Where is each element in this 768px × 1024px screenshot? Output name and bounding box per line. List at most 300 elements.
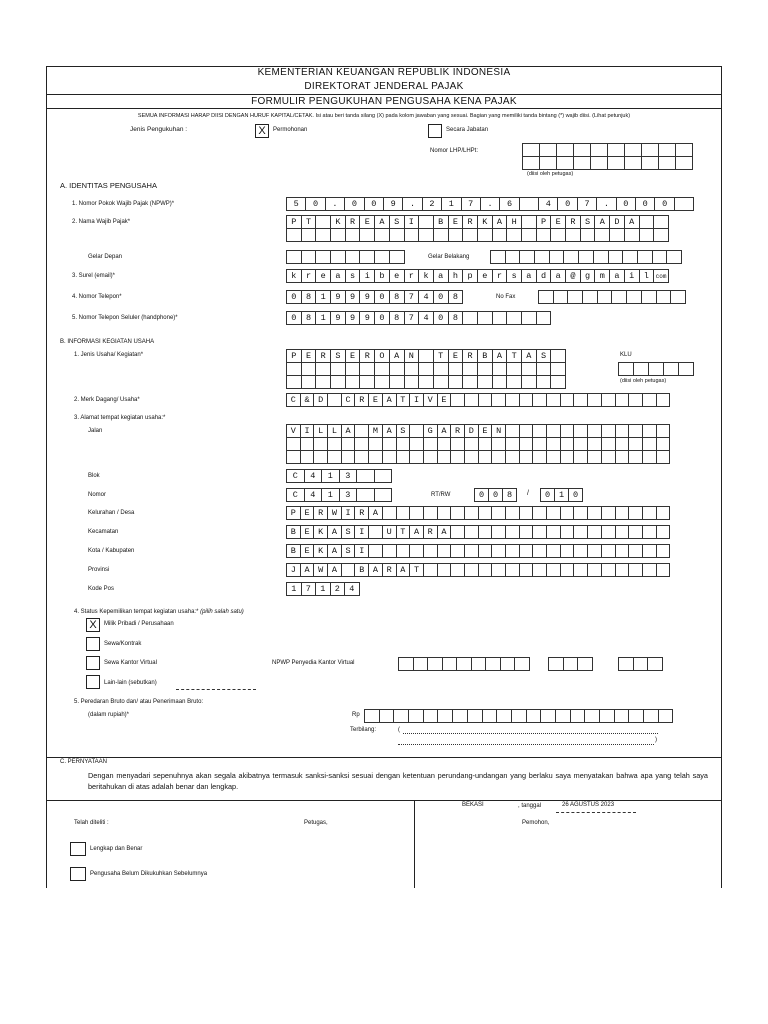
kelurahan-input-cell[interactable]	[478, 506, 493, 520]
jenis-usaha-row1[interactable]	[286, 349, 566, 363]
jalan-row1-cell[interactable]	[587, 424, 602, 438]
merk-input-cell[interactable]	[615, 393, 630, 407]
jenis-usaha-row3-cell[interactable]	[359, 375, 375, 389]
npwp-input-cell[interactable]: 0	[364, 197, 384, 211]
nama-input-row1-cell[interactable]: S	[580, 215, 596, 229]
permohonan-checkbox[interactable]: X	[255, 124, 269, 138]
sewa-kontrak-checkbox[interactable]	[86, 637, 100, 651]
kecamatan-input-cell[interactable]	[656, 525, 671, 539]
jenis-usaha-row3-cell[interactable]	[536, 375, 552, 389]
merk-input-cell[interactable]: C	[286, 393, 301, 407]
npwp-virtual-input-a-cell[interactable]	[398, 657, 414, 671]
blok-input-cell[interactable]: C	[286, 469, 305, 483]
jalan-row3-cell[interactable]	[642, 450, 657, 464]
nama-input-row2-cell[interactable]	[477, 228, 493, 242]
nama-input-row2-cell[interactable]	[565, 228, 581, 242]
gelar-belakang-input-cell[interactable]	[490, 250, 506, 264]
kota-input-cell[interactable]	[437, 544, 452, 558]
merk-input-cell[interactable]: A	[382, 393, 397, 407]
merk-input-cell[interactable]	[587, 393, 602, 407]
kode-pos-input[interactable]	[286, 582, 360, 596]
kelurahan-input-cell[interactable]	[532, 506, 547, 520]
jalan-row2-cell[interactable]	[573, 437, 588, 451]
kota-input-cell[interactable]	[519, 544, 534, 558]
jalan-row1-cell[interactable]	[505, 424, 520, 438]
rw-input-cell[interactable]: 0	[568, 488, 583, 502]
gelar-belakang-input-cell[interactable]	[505, 250, 521, 264]
jalan-row2-cell[interactable]	[587, 437, 602, 451]
nama-input-row1-cell[interactable]	[639, 215, 655, 229]
blok-input-cell[interactable]	[356, 469, 375, 483]
kecamatan-input-cell[interactable]: E	[300, 525, 315, 539]
handphone-input-cell[interactable]: 4	[418, 311, 434, 325]
merk-input-cell[interactable]	[464, 393, 479, 407]
jenis-usaha-row3-cell[interactable]	[477, 375, 493, 389]
kota-input-cell[interactable]	[491, 544, 506, 558]
jenis-usaha-row1-cell[interactable]: E	[448, 349, 464, 363]
kelurahan-input-cell[interactable]	[587, 506, 602, 520]
jalan-row2-cell[interactable]	[642, 437, 657, 451]
merk-input-cell[interactable]: E	[368, 393, 383, 407]
kelurahan-input-cell[interactable]	[491, 506, 506, 520]
gelar-belakang-input-cell[interactable]	[519, 250, 535, 264]
npwp-input-cell[interactable]: 0	[616, 197, 636, 211]
jenis-usaha-row3-cell[interactable]	[374, 375, 390, 389]
nama-input-row1-cell[interactable]: A	[492, 215, 508, 229]
jenis-usaha-row2-cell[interactable]	[345, 362, 361, 376]
nama-input-row1-cell[interactable]: P	[536, 215, 552, 229]
npwp-virtual-input-c[interactable]	[618, 657, 663, 671]
nama-input-row2-cell[interactable]	[433, 228, 449, 242]
provinsi-input-cell[interactable]	[587, 563, 602, 577]
kota-input-cell[interactable]	[368, 544, 383, 558]
email-input-cell[interactable]: r	[301, 269, 317, 283]
jalan-row3-cell[interactable]	[464, 450, 479, 464]
rt-input-cell[interactable]: 8	[502, 488, 517, 502]
provinsi-input-cell[interactable]	[601, 563, 616, 577]
provinsi-input-cell[interactable]: A	[300, 563, 315, 577]
jalan-row3-cell[interactable]	[300, 450, 315, 464]
provinsi-input-cell[interactable]	[464, 563, 479, 577]
provinsi-input-cell[interactable]: A	[368, 563, 383, 577]
fax-input-cell[interactable]	[656, 290, 672, 304]
jalan-row3-cell[interactable]	[587, 450, 602, 464]
kecamatan-input-cell[interactable]: U	[382, 525, 397, 539]
jenis-usaha-row3-cell[interactable]	[301, 375, 317, 389]
kecamatan-input-cell[interactable]	[532, 525, 547, 539]
kota-input-cell[interactable]	[505, 544, 520, 558]
kota-input-cell[interactable]	[478, 544, 493, 558]
provinsi-input[interactable]	[286, 563, 670, 577]
fax-input-cell[interactable]	[597, 290, 613, 304]
fax-input-cell[interactable]	[670, 290, 686, 304]
fax-input[interactable]	[538, 290, 686, 304]
lain-lain-line[interactable]	[176, 689, 256, 690]
jenis-usaha-row1-cell[interactable]: R	[359, 349, 375, 363]
jalan-row2-cell[interactable]	[396, 437, 411, 451]
npwp-virtual-input-a-cell[interactable]	[427, 657, 443, 671]
fax-input-cell[interactable]	[553, 290, 569, 304]
email-input-cell[interactable]: m	[594, 269, 610, 283]
email-input-cell[interactable]: a	[330, 269, 346, 283]
jalan-row1-cell[interactable]	[601, 424, 616, 438]
kota-input-cell[interactable]	[615, 544, 630, 558]
fax-input-cell[interactable]	[626, 290, 642, 304]
jalan-row1-cell[interactable]	[519, 424, 534, 438]
jenis-usaha-row1-cell[interactable]: R	[462, 349, 478, 363]
jalan-row1-cell[interactable]	[354, 424, 369, 438]
email-input-cell[interactable]: a	[550, 269, 566, 283]
nama-input-row1-cell[interactable]: K	[330, 215, 346, 229]
gelar-belakang-input-cell[interactable]	[593, 250, 609, 264]
kelurahan-input-cell[interactable]: R	[313, 506, 328, 520]
nama-input-row1-cell[interactable]: R	[345, 215, 361, 229]
provinsi-input-cell[interactable]	[642, 563, 657, 577]
nama-input-row1-cell[interactable]: D	[609, 215, 625, 229]
jalan-row3-cell[interactable]	[396, 450, 411, 464]
email-input-cell[interactable]: g	[580, 269, 596, 283]
nomor-input-cell[interactable]: 3	[339, 488, 358, 502]
kelurahan-input-cell[interactable]	[464, 506, 479, 520]
email-input-cell[interactable]: a	[609, 269, 625, 283]
bruto-input-cell[interactable]	[599, 709, 615, 723]
jalan-row3-cell[interactable]	[341, 450, 356, 464]
kota-input-cell[interactable]: E	[300, 544, 315, 558]
bruto-input-cell[interactable]	[614, 709, 630, 723]
nama-input-row2-cell[interactable]	[506, 228, 522, 242]
provinsi-input-cell[interactable]	[478, 563, 493, 577]
provinsi-input-cell[interactable]	[546, 563, 561, 577]
nama-input-row1-cell[interactable]: A	[374, 215, 390, 229]
npwp-virtual-input-a-cell[interactable]	[442, 657, 458, 671]
email-input-cell[interactable]: r	[404, 269, 420, 283]
kelurahan-input-cell[interactable]: R	[354, 506, 369, 520]
provinsi-input-cell[interactable]: A	[396, 563, 411, 577]
kecamatan-input-cell[interactable]	[478, 525, 493, 539]
kelurahan-input-cell[interactable]	[615, 506, 630, 520]
kecamatan-input-cell[interactable]: A	[409, 525, 424, 539]
jalan-row1-cell[interactable]: L	[313, 424, 328, 438]
nama-input-row2-cell[interactable]	[462, 228, 478, 242]
merk-input-cell[interactable]	[505, 393, 520, 407]
jalan-row3-cell[interactable]	[560, 450, 575, 464]
jalan-row1-cell[interactable]	[546, 424, 561, 438]
handphone-input-cell[interactable]: 1	[315, 311, 331, 325]
provinsi-input-cell[interactable]	[656, 563, 671, 577]
nama-input-row2-cell[interactable]	[639, 228, 655, 242]
kota-input-cell[interactable]	[396, 544, 411, 558]
npwp-input-cell[interactable]: .	[402, 197, 422, 211]
jenis-usaha-row3-cell[interactable]	[286, 375, 302, 389]
npwp-virtual-input-a-cell[interactable]	[500, 657, 516, 671]
jenis-usaha-row1-cell[interactable]: E	[345, 349, 361, 363]
kota-input-cell[interactable]	[464, 544, 479, 558]
jalan-row3-cell[interactable]	[573, 450, 588, 464]
rt-input[interactable]	[474, 488, 517, 502]
kelurahan-input-cell[interactable]	[601, 506, 616, 520]
nama-input-row1-cell[interactable]: E	[550, 215, 566, 229]
jenis-usaha-row3[interactable]	[286, 375, 566, 389]
merk-input-cell[interactable]	[519, 393, 534, 407]
jalan-row3-cell[interactable]	[450, 450, 465, 464]
nama-input-row2-cell[interactable]	[550, 228, 566, 242]
bruto-input-cell[interactable]	[467, 709, 483, 723]
jalan-row2-cell[interactable]	[478, 437, 493, 451]
kelurahan-input-cell[interactable]: E	[300, 506, 315, 520]
kecamatan-input-cell[interactable]	[628, 525, 643, 539]
nama-input-row1-cell[interactable]: A	[624, 215, 640, 229]
jenis-usaha-row2-cell[interactable]	[404, 362, 420, 376]
email-input-cell[interactable]: d	[536, 269, 552, 283]
handphone-input-cell[interactable]: 8	[448, 311, 464, 325]
npwp-input-cell[interactable]: 1	[441, 197, 461, 211]
jalan-row3-cell[interactable]	[478, 450, 493, 464]
milik-pribadi-checkbox[interactable]: X	[86, 618, 100, 632]
nama-input-row2-cell[interactable]	[448, 228, 464, 242]
jalan-row1-cell[interactable]: N	[491, 424, 506, 438]
fax-input-cell[interactable]	[641, 290, 657, 304]
jenis-usaha-row2-cell[interactable]	[506, 362, 522, 376]
jenis-usaha-row1-cell[interactable]: N	[404, 349, 420, 363]
rw-input-cell[interactable]: 0	[540, 488, 555, 502]
gelar-depan-input-cell[interactable]	[374, 250, 390, 264]
provinsi-input-cell[interactable]	[532, 563, 547, 577]
kecamatan-input-cell[interactable]: A	[437, 525, 452, 539]
kecamatan-input-cell[interactable]: B	[286, 525, 301, 539]
nama-input-row1-cell[interactable]: S	[389, 215, 405, 229]
bruto-input-cell[interactable]	[393, 709, 409, 723]
jenis-usaha-row1-cell[interactable]	[550, 349, 566, 363]
bruto-input-cell[interactable]	[643, 709, 659, 723]
npwp-input-cell[interactable]: .	[325, 197, 345, 211]
terbilang-line1[interactable]	[403, 733, 658, 734]
merk-input-cell[interactable]: E	[437, 393, 452, 407]
jenis-usaha-row3-cell[interactable]	[550, 375, 566, 389]
jenis-usaha-row1-cell[interactable]: O	[374, 349, 390, 363]
bruto-input-cell[interactable]	[540, 709, 556, 723]
email-input[interactable]	[286, 269, 669, 283]
telepon-input-cell[interactable]: 9	[330, 290, 346, 304]
jalan-row1-cell[interactable]: E	[478, 424, 493, 438]
merk-input-cell[interactable]	[491, 393, 506, 407]
jalan-row1[interactable]	[286, 424, 670, 438]
jalan-row3-cell[interactable]	[519, 450, 534, 464]
handphone-input-cell[interactable]: 8	[301, 311, 317, 325]
blok-input-cell[interactable]	[374, 469, 393, 483]
jalan-row3-cell[interactable]	[368, 450, 383, 464]
kode-pos-input-cell[interactable]: 4	[344, 582, 360, 596]
nama-input-row2-cell[interactable]	[418, 228, 434, 242]
nomor-input[interactable]	[286, 488, 392, 502]
fax-input-cell[interactable]	[611, 290, 627, 304]
email-input-cell[interactable]: p	[462, 269, 478, 283]
jenis-usaha-row3-cell[interactable]	[330, 375, 346, 389]
gelar-depan-input-cell[interactable]	[301, 250, 317, 264]
blok-input-cell[interactable]: 4	[304, 469, 323, 483]
telepon-input-cell[interactable]: 0	[286, 290, 302, 304]
email-input-cell[interactable]: h	[448, 269, 464, 283]
kota-input-cell[interactable]	[409, 544, 424, 558]
jalan-row2-cell[interactable]	[341, 437, 356, 451]
klu-input-cell[interactable]	[648, 362, 664, 376]
jalan-row3-cell[interactable]	[354, 450, 369, 464]
jalan-row2-cell[interactable]	[313, 437, 328, 451]
nama-input-row2-cell[interactable]	[374, 228, 390, 242]
jalan-row2-cell[interactable]	[437, 437, 452, 451]
npwp-input-cell[interactable]: 0	[635, 197, 655, 211]
lhp-row2[interactable]	[522, 156, 693, 170]
jenis-usaha-row1-cell[interactable]: S	[536, 349, 552, 363]
kelurahan-input-cell[interactable]	[546, 506, 561, 520]
provinsi-input-cell[interactable]: J	[286, 563, 301, 577]
gelar-belakang-input-cell[interactable]	[666, 250, 682, 264]
bruto-input[interactable]	[364, 709, 673, 723]
kota-input-cell[interactable]	[423, 544, 438, 558]
jenis-usaha-row2-cell[interactable]	[301, 362, 317, 376]
jalan-row2[interactable]	[286, 437, 670, 451]
provinsi-input-cell[interactable]: B	[354, 563, 369, 577]
jenis-usaha-row2-cell[interactable]	[418, 362, 434, 376]
jalan-row1-cell[interactable]: A	[341, 424, 356, 438]
secara-jabatan-checkbox[interactable]	[428, 124, 442, 138]
bruto-input-cell[interactable]	[408, 709, 424, 723]
kelurahan-input-cell[interactable]: P	[286, 506, 301, 520]
npwp-virtual-input-b-cell[interactable]	[577, 657, 593, 671]
jalan-row1-cell[interactable]	[642, 424, 657, 438]
provinsi-input-cell[interactable]	[341, 563, 356, 577]
blok-input[interactable]	[286, 469, 392, 483]
merk-input-cell[interactable]: C	[341, 393, 356, 407]
kota-input-cell[interactable]	[573, 544, 588, 558]
jalan-row2-cell[interactable]	[532, 437, 547, 451]
fax-input-cell[interactable]	[582, 290, 598, 304]
nama-input-row2-cell[interactable]	[315, 228, 331, 242]
jenis-usaha-row2-cell[interactable]	[433, 362, 449, 376]
jenis-usaha-row3-cell[interactable]	[521, 375, 537, 389]
jenis-usaha-row1-cell[interactable]: T	[506, 349, 522, 363]
jalan-row2-cell[interactable]	[491, 437, 506, 451]
kode-pos-input-cell[interactable]: 1	[315, 582, 331, 596]
lain-lain-checkbox[interactable]	[86, 675, 100, 689]
kelurahan-input-cell[interactable]: I	[341, 506, 356, 520]
jenis-usaha-row2-cell[interactable]	[448, 362, 464, 376]
lengkap-checkbox[interactable]	[70, 842, 86, 856]
email-input-cell[interactable]: r	[492, 269, 508, 283]
telepon-input-cell[interactable]: 0	[433, 290, 449, 304]
jalan-row3-cell[interactable]	[546, 450, 561, 464]
kota-input-cell[interactable]	[532, 544, 547, 558]
jalan-row2-cell[interactable]	[382, 437, 397, 451]
jalan-row2-cell[interactable]	[601, 437, 616, 451]
nama-input-row1-cell[interactable]: P	[286, 215, 302, 229]
nama-input-row2-cell[interactable]	[330, 228, 346, 242]
bruto-input-cell[interactable]	[658, 709, 674, 723]
kecamatan-input-cell[interactable]	[587, 525, 602, 539]
kecamatan-input-cell[interactable]: K	[313, 525, 328, 539]
npwp-input-cell[interactable]: 2	[422, 197, 442, 211]
nama-input-row1-cell[interactable]: R	[565, 215, 581, 229]
merk-input-cell[interactable]	[546, 393, 561, 407]
jalan-row1-cell[interactable]	[573, 424, 588, 438]
jalan-row1-cell[interactable]: A	[437, 424, 452, 438]
jalan-row3-cell[interactable]	[491, 450, 506, 464]
npwp-virtual-input-a-cell[interactable]	[485, 657, 501, 671]
npwp-input-cell[interactable]	[674, 197, 694, 211]
jalan-row1-cell[interactable]	[560, 424, 575, 438]
kelurahan-input-cell[interactable]	[396, 506, 411, 520]
email-input-cell[interactable]: s	[506, 269, 522, 283]
jalan-row2-cell[interactable]	[505, 437, 520, 451]
kode-pos-input-cell[interactable]: 1	[286, 582, 302, 596]
npwp-input-cell[interactable]: 0	[654, 197, 674, 211]
handphone-input-cell[interactable]	[492, 311, 508, 325]
nomor-input-cell[interactable]: 4	[304, 488, 323, 502]
jenis-usaha-row2-cell[interactable]	[521, 362, 537, 376]
kecamatan-input-cell[interactable]	[519, 525, 534, 539]
jenis-usaha-row3-cell[interactable]	[315, 375, 331, 389]
gelar-belakang-input-cell[interactable]	[549, 250, 565, 264]
gelar-depan-input-cell[interactable]	[359, 250, 375, 264]
kelurahan-input-cell[interactable]	[656, 506, 671, 520]
bruto-input-cell[interactable]	[364, 709, 380, 723]
merk-input-cell[interactable]	[327, 393, 342, 407]
provinsi-input-cell[interactable]	[560, 563, 575, 577]
gelar-belakang-input[interactable]	[490, 250, 682, 264]
jenis-usaha-row2-cell[interactable]	[536, 362, 552, 376]
jenis-usaha-row1-cell[interactable]: P	[286, 349, 302, 363]
klu-input-cell[interactable]	[678, 362, 694, 376]
nama-input-row2-cell[interactable]	[389, 228, 405, 242]
klu-input-cell[interactable]	[663, 362, 679, 376]
kelurahan-input-cell[interactable]	[450, 506, 465, 520]
bruto-input-cell[interactable]	[555, 709, 571, 723]
kecamatan-input-cell[interactable]	[573, 525, 588, 539]
telepon-input-cell[interactable]: 8	[389, 290, 405, 304]
nama-input-row2-cell[interactable]	[580, 228, 596, 242]
handphone-input-cell[interactable]: 9	[330, 311, 346, 325]
merk-input-cell[interactable]	[478, 393, 493, 407]
email-input-cell[interactable]: e	[477, 269, 493, 283]
kota-input-cell[interactable]	[642, 544, 657, 558]
nama-input-row1[interactable]	[286, 215, 669, 229]
provinsi-input-cell[interactable]	[491, 563, 506, 577]
jalan-row3-cell[interactable]	[423, 450, 438, 464]
jalan-row3-cell[interactable]	[505, 450, 520, 464]
provinsi-input-cell[interactable]: R	[382, 563, 397, 577]
kelurahan-input-cell[interactable]: W	[327, 506, 342, 520]
jalan-row1-cell[interactable]	[532, 424, 547, 438]
telepon-input-cell[interactable]: 9	[345, 290, 361, 304]
jalan-row3-cell[interactable]	[382, 450, 397, 464]
bruto-input-cell[interactable]	[437, 709, 453, 723]
kecamatan-input-cell[interactable]	[642, 525, 657, 539]
email-input-cell[interactable]: i	[624, 269, 640, 283]
jalan-row2-cell[interactable]	[546, 437, 561, 451]
npwp-input-cell[interactable]: .	[596, 197, 616, 211]
merk-input-cell[interactable]	[656, 393, 671, 407]
nama-input-row1-cell[interactable]: T	[301, 215, 317, 229]
jenis-usaha-row3-cell[interactable]	[433, 375, 449, 389]
provinsi-input-cell[interactable]	[505, 563, 520, 577]
kecamatan-input-cell[interactable]: I	[354, 525, 369, 539]
kota-input-cell[interactable]	[450, 544, 465, 558]
merk-input-cell[interactable]	[560, 393, 575, 407]
merk-input-cell[interactable]	[450, 393, 465, 407]
kantor-virtual-checkbox[interactable]	[86, 656, 100, 670]
handphone-input-cell[interactable]: 0	[433, 311, 449, 325]
kota-input[interactable]	[286, 544, 670, 558]
jenis-usaha-row1-cell[interactable]	[418, 349, 434, 363]
